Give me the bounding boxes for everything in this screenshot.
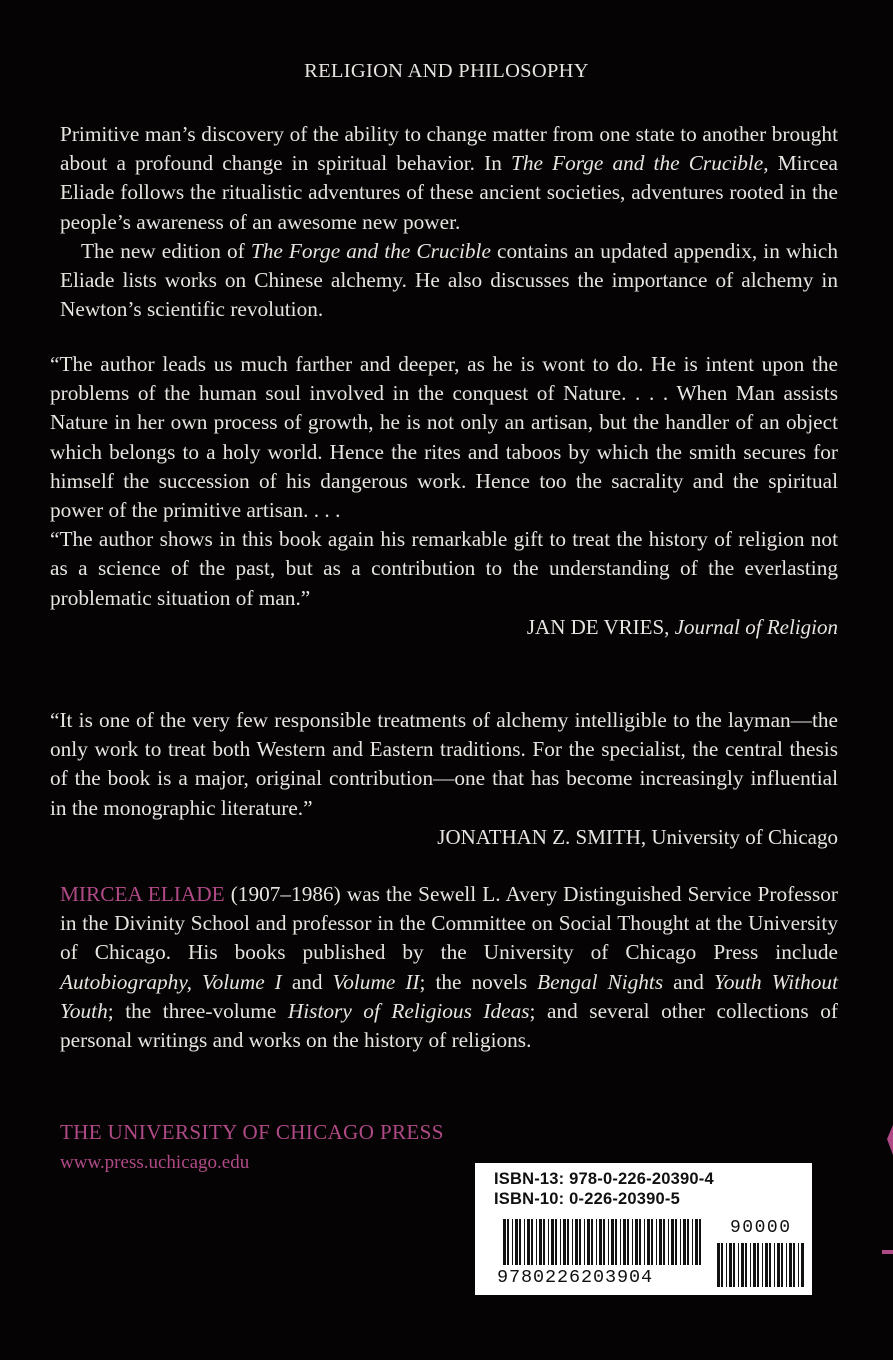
review-quote-2 xyxy=(50,706,838,852)
barcode-bar xyxy=(507,1219,509,1265)
barcode-bar xyxy=(671,1219,674,1265)
barcode-bar xyxy=(560,1219,561,1265)
barcode-bar xyxy=(519,1219,521,1265)
barcode-bar xyxy=(503,1219,506,1265)
barcode-bar xyxy=(539,1219,542,1265)
barcode-bar xyxy=(620,1219,621,1265)
barcode-addon-bar xyxy=(726,1243,727,1287)
barcode-addon-bar xyxy=(765,1243,768,1287)
barcode-addon-bar xyxy=(729,1243,732,1287)
publisher-name: THE UNIVERSITY OF CHICAGO PRESS xyxy=(60,1120,444,1144)
barcode-bar xyxy=(675,1219,677,1265)
barcode-addon-bar xyxy=(753,1243,756,1287)
barcode-addon-bar xyxy=(741,1243,744,1287)
barcode-bar xyxy=(608,1219,609,1265)
barcode-bar xyxy=(543,1219,545,1265)
barcode-bar xyxy=(699,1219,701,1265)
barcode-bar xyxy=(524,1219,525,1265)
barcode-bar xyxy=(683,1219,686,1265)
barcode-bar xyxy=(668,1219,669,1265)
barcode-bar xyxy=(515,1219,518,1265)
barcode-bar xyxy=(555,1219,557,1265)
author-bio: MIRCEA ELIADE (1907–1986) was the Sewell L. Avery Distinguished Service Professor in the Divinity School and professor in the Committee on Social Thought at the University of Chicago. His books published by the University of Chicago Press include Autobiography, Volume I and Volume II; the novels Bengal Nights and Youth Without Youth; the three-volume History of Religious Ideas; and several other collections of personal writings and works on the history of religions. xyxy=(60,882,838,1053)
barcode-bar xyxy=(663,1219,665,1265)
barcode-addon-bar xyxy=(750,1243,751,1287)
description-paragraph-1: Primitive man’s discovery of the ability to change matter from one state to another brought about a profound change in spiritual behavior. In The Forge and the Crucible, Mircea Eliade follows the ritualistic adventures of these ancient societies, adventures rooted in the people’s awareness of an awesome new power. xyxy=(60,122,839,234)
book-title: The Forge and the Crucible xyxy=(511,151,764,176)
barcode-addon-bar xyxy=(757,1243,759,1287)
barcode-bar xyxy=(579,1219,581,1265)
barcode-addon-bar xyxy=(786,1243,787,1287)
barcode-addon-bar xyxy=(789,1243,792,1287)
barcode-addon-bar xyxy=(801,1243,804,1287)
barcode-bar xyxy=(572,1219,573,1265)
quote-attribution: JAN DE VRIES, Journal of Religion xyxy=(526,614,838,639)
author-name: MIRCEA ELIADE xyxy=(60,882,225,906)
barcode-bar xyxy=(659,1219,662,1265)
barcode-bar xyxy=(531,1219,533,1265)
book-description xyxy=(60,120,838,324)
review-quote-1 xyxy=(50,350,838,642)
isbn-10-label: ISBN-10: 0-226-20390-5 xyxy=(494,1190,680,1208)
barcode-bar xyxy=(512,1219,513,1265)
barcode-bar xyxy=(575,1219,578,1265)
barcode-bar xyxy=(567,1219,569,1265)
isbn-13-label: ISBN-13: 978-0-226-20390-4 xyxy=(494,1170,714,1188)
barcode-bar xyxy=(687,1219,689,1265)
quote-text: “The author shows in this book again his remarkable gift to treat the history of religion not as a science of the past, but as a contribution to the understanding of the everlasting problematic situation of man.” xyxy=(50,527,838,610)
barcode-bar xyxy=(635,1219,638,1265)
barcode-bar xyxy=(644,1219,645,1265)
barcode-addon-bar xyxy=(762,1243,763,1287)
barcode-bar xyxy=(611,1219,614,1265)
barcode-addon-bar xyxy=(733,1243,735,1287)
barcode-addon-bar xyxy=(769,1243,771,1287)
barcode-bar xyxy=(587,1219,590,1265)
barcode-addon-bar xyxy=(745,1243,747,1287)
barcode-bar xyxy=(551,1219,554,1265)
barcode-bar xyxy=(536,1219,537,1265)
barcode-addon-bar xyxy=(793,1243,795,1287)
barcode-bar xyxy=(651,1219,653,1265)
barcode-addon-bar xyxy=(774,1243,775,1287)
barcode-bar xyxy=(603,1219,605,1265)
barcode-addon-bar xyxy=(781,1243,783,1287)
quote-attribution: JONATHAN Z. SMITH, University of Chicago xyxy=(437,824,838,849)
decorative-edge-tick xyxy=(882,1250,893,1254)
barcode-bar xyxy=(591,1219,593,1265)
barcode-bar xyxy=(692,1219,693,1265)
barcode-digits: 9780226203904 xyxy=(497,1267,654,1288)
isbn-barcode xyxy=(475,1163,812,1295)
barcode-bar xyxy=(639,1219,641,1265)
barcode-bar xyxy=(623,1219,626,1265)
barcode-bar xyxy=(627,1219,629,1265)
quote-text: “The author leads us much farther and deeper, as he is wont to do. He is intent upon the problems of the human soul involved in the conquest of Nature. . . . When Man assists Nature in her own process of growth, he is not only an artisan, but the handler of an object which belongs to a holy world. Hence the rites and taboos by which the smith secures for himself the succession of his dangerous work. Hence too the sacrality and the spiritual power of the primitive artisan. . . . xyxy=(50,352,838,523)
book-title: The Forge and the Crucible xyxy=(250,238,491,263)
barcode-bar xyxy=(548,1219,549,1265)
barcode-bar xyxy=(632,1219,633,1265)
barcode-addon-digits: 90000 xyxy=(730,1218,792,1238)
barcode-addon-bar xyxy=(738,1243,739,1287)
barcode-bar xyxy=(680,1219,681,1265)
barcode-bar xyxy=(647,1219,650,1265)
quote-text: “It is one of the very few responsible treatments of alchemy intelligible to the layman—the only work to treat both Western and Eastern traditions. For the specialist, the central thesis of the book is a major, original contribution—one that has become increasingly influential in the monographic literature.” xyxy=(50,708,838,820)
barcode-addon-bar xyxy=(721,1243,723,1287)
barcode-addon-bar xyxy=(777,1243,780,1287)
barcode-addon-bar xyxy=(798,1243,799,1287)
barcode-bar xyxy=(695,1219,698,1265)
series-heading: RELIGION AND PHILOSOPHY xyxy=(304,60,589,82)
barcode-bar xyxy=(596,1219,597,1265)
barcode-bar xyxy=(599,1219,602,1265)
publisher-url[interactable]: www.press.uchicago.edu xyxy=(60,1152,250,1173)
description-paragraph-2: The new edition of The Forge and the Crucible contains an updated appendix, in which Eliade lists works on Chinese alchemy. He also discusses the importance of alchemy in Newton’s scientific revolution. xyxy=(60,238,838,322)
barcode-bar xyxy=(656,1219,657,1265)
barcode-bar xyxy=(615,1219,617,1265)
decorative-edge-mark xyxy=(884,1125,893,1155)
barcode-bar xyxy=(563,1219,566,1265)
barcode-addon-bar xyxy=(717,1243,720,1287)
barcode-bar xyxy=(527,1219,530,1265)
barcode-bar xyxy=(584,1219,585,1265)
